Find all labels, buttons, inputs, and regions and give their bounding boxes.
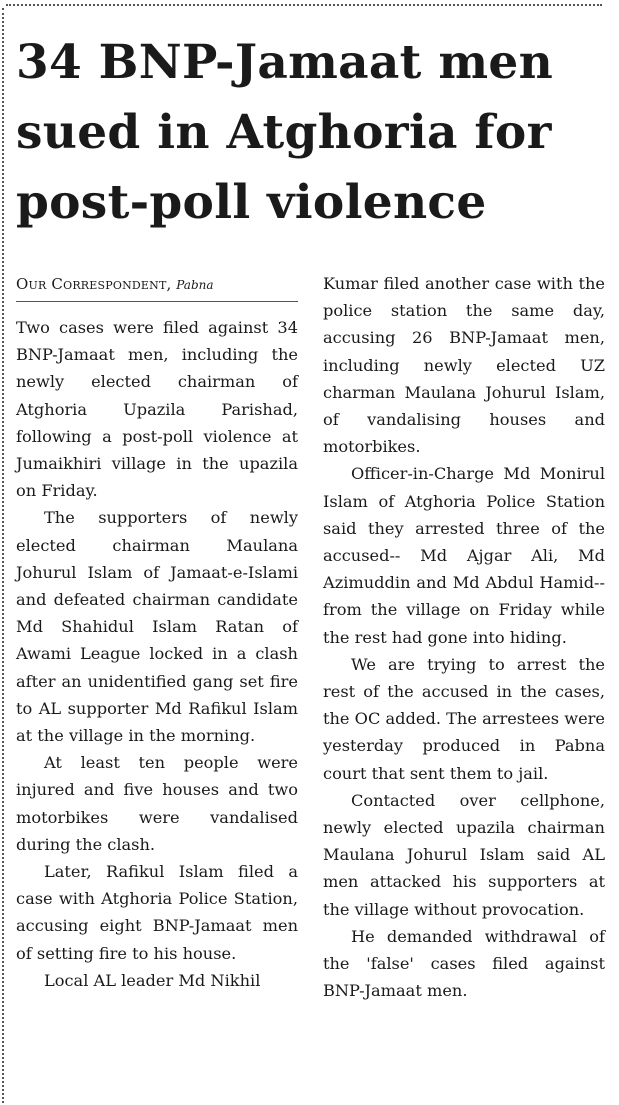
paragraph-continuation <box>323 270 605 460</box>
headline: 34 BNP-Jamaat men sued in Atghoria for post-poll violence <box>16 35 554 230</box>
paragraph-continued <box>16 967 298 994</box>
byline <box>16 274 298 302</box>
paragraph: Two cases were filed against 34 BNP-Jamaat men, including the newly elected chairman of Atghoria Upazila Parishad, following a post-poll violence at Jumaikhiri village in the upazila on Friday. <box>16 318 298 501</box>
paragraph-part: Local AL leader Md Nikhil <box>44 970 261 990</box>
paragraph: Contacted over cellphone, newly elected upazila chairman Maulana Johurul Islam said AL men attacked his supporters at the village without provocation. <box>323 790 605 919</box>
column-left <box>16 314 298 994</box>
paragraph: Officer-in-Charge Md Monirul Islam of Atghoria Police Station said they arrested three of the accused-- Md Ajgar Ali, Md Azimuddin and Md Abdul Hamid--from the village on Friday while the rest had gone into hiding. <box>323 464 605 647</box>
byline-place: Pabna <box>176 278 214 292</box>
paragraph: At least ten people were injured and five houses and two motorbikes were vandalised during the clash. <box>16 753 298 854</box>
dotted-border-left <box>2 8 4 1103</box>
byline-name: Our Correspondent, <box>16 275 172 293</box>
dotted-border-top <box>6 4 602 6</box>
paragraph: We are trying to arrest the rest of the accused in the cases, the OC added. The arrestees were yesterday produced in Pabna court that sent them to jail. <box>323 654 605 783</box>
paragraph: The supporters of newly elected chairman Maulana Johurul Islam of Jamaat-e-Islami and defeated chairman candidate Md Shahidul Islam Ratan of Awami League locked in a clash after an unidentified gang set fire to AL supporter Md Rafikul Islam at the village in the morning. <box>16 508 298 746</box>
paragraph-part: Kumar filed another case with the police station the same day, accusing 26 BNP-Jamaat men, including newly elected UZ charman Maulana Johurul Islam, of vandalising houses and motorbikes. <box>323 274 605 457</box>
paragraph: Later, Rafikul Islam filed a case with Atghoria Police Station, accusing eight BNP-Jamaat men of setting fire to his house. <box>16 862 298 963</box>
paragraph: He demanded withdrawal of the 'false' cases filed against BNP-Jamaat men. <box>323 926 605 1001</box>
column-right <box>323 270 605 1004</box>
